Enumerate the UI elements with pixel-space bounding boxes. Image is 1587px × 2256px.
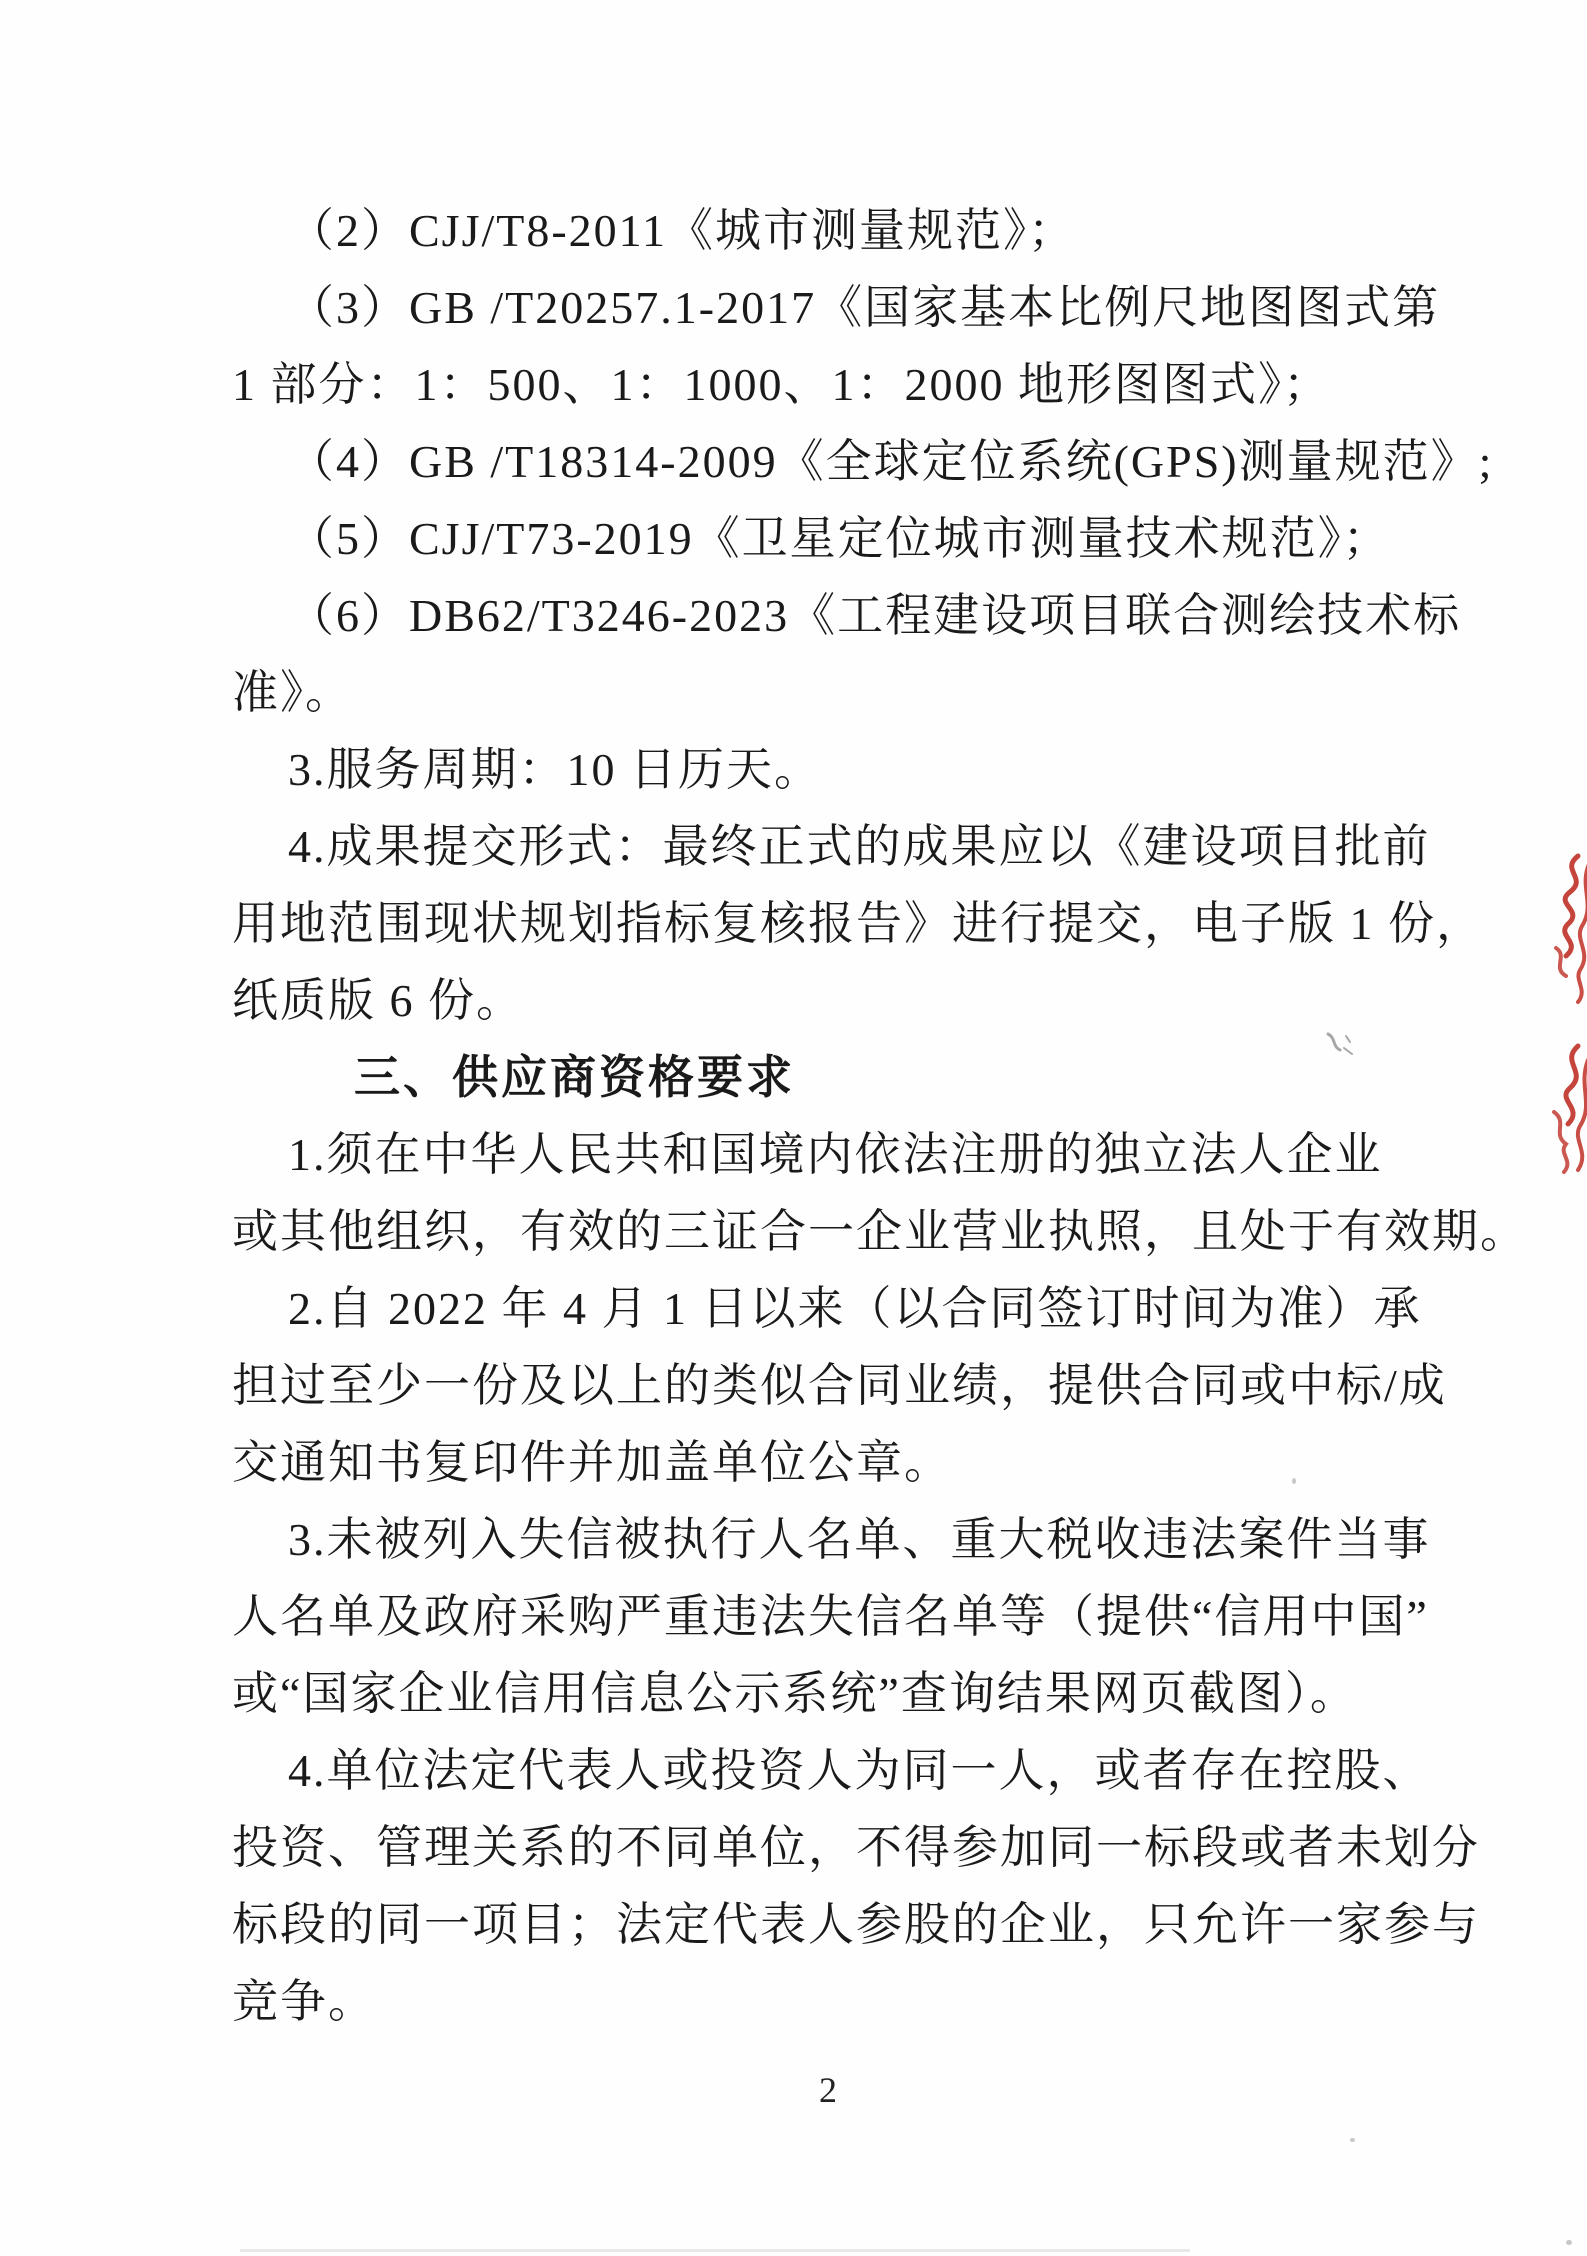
text-line: 标段的同一项目；法定代表人参股的企业，只允许一家参与	[232, 1899, 1480, 1950]
red-ink-scribble-lower	[1534, 1042, 1587, 1177]
text-line: （5）CJJ/T73-2019《卫星定位城市测量技术规范》；	[288, 513, 1391, 564]
text-line: 用地范围现状规划指标复核报告》进行提交，电子版 1 份，	[232, 898, 1484, 949]
text-line: 3.服务周期：10 日历天。	[288, 744, 822, 795]
text-line: 1.须在中华人民共和国境内依法注册的独立法人企业	[288, 1129, 1383, 1180]
dust-speck	[1292, 1478, 1296, 1484]
text-line: 竞争。	[232, 1976, 376, 2027]
text-line: 4.单位法定代表人或投资人为同一人，或者存在控股、	[288, 1745, 1431, 1796]
text-line: （3）GB /T20257.1-2017《国家基本比例尺地图图式第	[288, 282, 1441, 333]
red-ink-scribble-upper	[1538, 852, 1587, 1007]
text-line: 或其他组织，有效的三证合一企业营业执照，且处于有效期。	[232, 1206, 1528, 1257]
dust-speck	[1350, 2138, 1355, 2142]
dust-speck	[1566, 2240, 1572, 2245]
text-line: 交通知书复印件并加盖单位公章。	[232, 1437, 952, 1488]
text-line: 纸质版 6 份。	[232, 975, 524, 1026]
scan-edge-artifact	[240, 2249, 1190, 2252]
text-line: 投资、管理关系的不同单位，不得参加同一标段或者未划分	[232, 1822, 1480, 1873]
text-line: 担过至少一份及以上的类似合同业绩，提供合同或中标/成	[232, 1360, 1447, 1411]
text-line: 2.自 2022 年 4 月 1 日以来（以合同签订时间为准）承	[288, 1283, 1422, 1334]
text-line: 或“国家企业信用信息公示系统”查询结果网页截图）。	[232, 1668, 1358, 1719]
page-number: 2	[819, 2070, 837, 2110]
text-line: 准》。	[232, 667, 353, 718]
text-line: 人名单及政府采购严重违法失信名单等（提供“信用中国”	[232, 1591, 1429, 1642]
document-text-block	[232, 192, 1528, 2040]
text-line: （4）GB /T18314-2009《全球定位系统(GPS)测量规范》;	[288, 436, 1494, 487]
text-line: （6）DB62/T3246-2023《工程建设项目联合测绘技术标	[288, 590, 1462, 641]
text-line: 4.成果提交形式：最终正式的成果应以《建设项目批前	[288, 821, 1431, 872]
text-line: 1 部分：1：500、1：1000、1：2000 地形图图式》；	[232, 359, 1331, 410]
text-line: （2）CJJ/T8-2011《城市测量规范》；	[288, 205, 1076, 256]
section-heading: 三、供应商资格要求	[354, 1052, 795, 1103]
text-line: 3.未被列入失信被执行人名单、重大税收违法案件当事	[288, 1514, 1431, 1565]
